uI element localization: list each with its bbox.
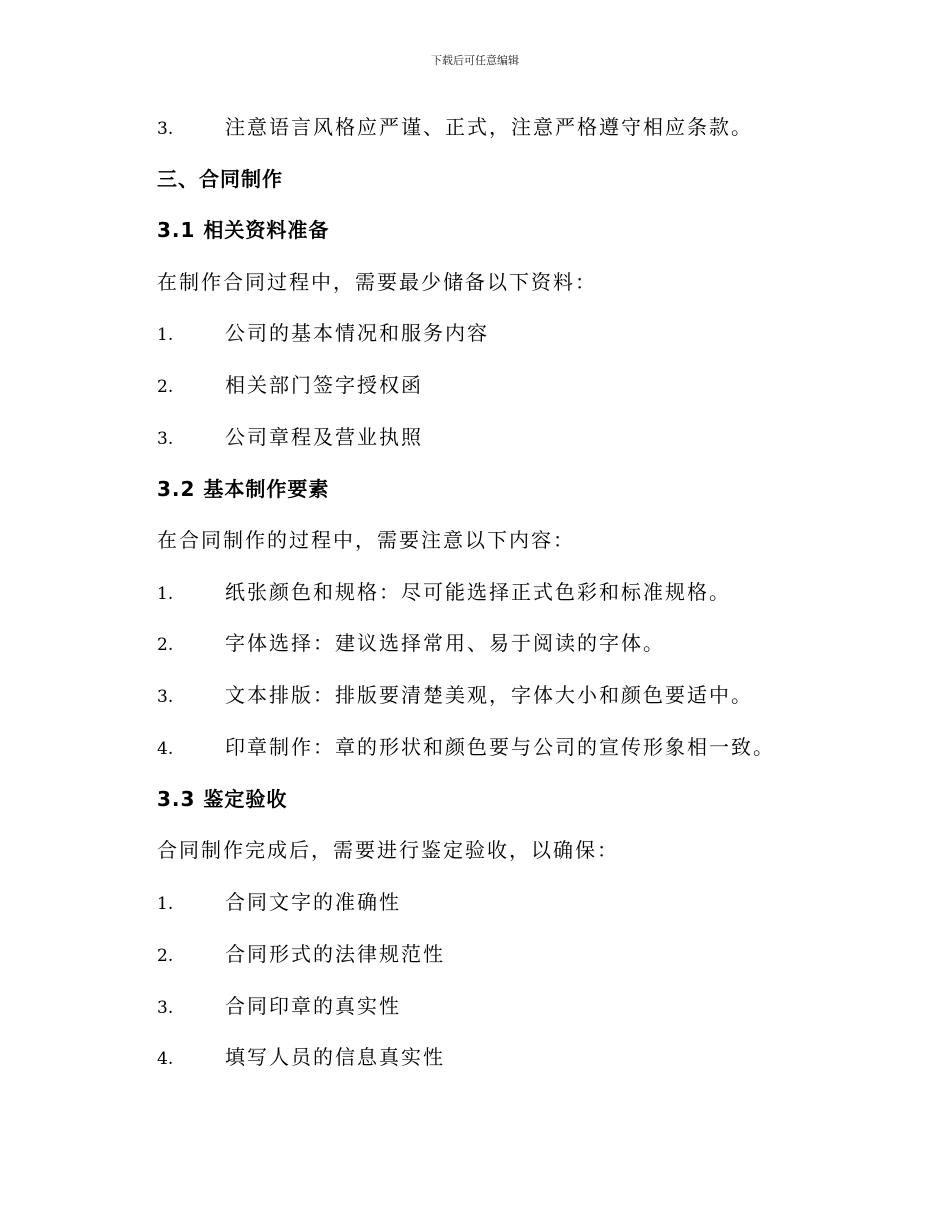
list-item <box>157 732 775 764</box>
list-text: 文本排版：排版要清楚美观，字体大小和颜色要适中。 <box>225 683 753 707</box>
list-item <box>157 318 489 350</box>
list-item <box>157 939 445 971</box>
list-text: 填写人员的信息真实性 <box>225 1045 445 1069</box>
list-text: 印章制作：章的形状和颜色要与公司的宣传形象相一致。 <box>225 735 775 759</box>
list-text: 纸张颜色和规格：尽可能选择正式色彩和标准规格。 <box>225 580 731 604</box>
list-item <box>157 422 423 454</box>
list-number: 1. <box>157 325 174 345</box>
list-text: 合同文字的准确性 <box>225 890 401 914</box>
list-item <box>157 370 423 402</box>
subsection-title-3-3: 3.3 鉴定验收 <box>157 787 288 811</box>
list-number: 3. <box>157 998 174 1018</box>
list-number: 3. <box>157 429 174 449</box>
list-text: 公司章程及营业执照 <box>225 425 423 449</box>
subsection-title-3-2: 3.2 基本制作要素 <box>157 477 330 501</box>
list-number: 2. <box>157 635 174 655</box>
list-number: 2. <box>157 946 174 966</box>
list-number: 1. <box>157 584 174 604</box>
list-item <box>157 680 753 712</box>
page-header: 下载后可任意编辑 <box>431 54 519 67</box>
paragraph-intro: 合同制作完成后，需要进行鉴定验收，以确保： <box>157 838 619 862</box>
list-item <box>157 1042 445 1074</box>
section-title: 三、合同制作 <box>157 167 283 191</box>
list-number: 3. <box>157 119 174 139</box>
list-text: 公司的基本情况和服务内容 <box>225 321 489 345</box>
list-item <box>157 887 401 919</box>
list-number: 4. <box>157 1049 174 1069</box>
list-item <box>157 112 753 144</box>
list-text: 相关部门签字授权函 <box>225 373 423 397</box>
list-number: 2. <box>157 377 174 397</box>
list-number: 4. <box>157 739 174 759</box>
list-number: 1. <box>157 894 174 914</box>
list-item <box>157 628 665 660</box>
list-text: 合同印章的真实性 <box>225 994 401 1018</box>
list-text: 注意语言风格应严谨、正式，注意严格遵守相应条款。 <box>225 115 753 139</box>
list-item <box>157 577 731 609</box>
list-text: 合同形式的法律规范性 <box>225 942 445 966</box>
list-item <box>157 991 401 1023</box>
list-text: 字体选择：建议选择常用、易于阅读的字体。 <box>225 631 665 655</box>
paragraph-intro: 在制作合同过程中，需要最少储备以下资料： <box>157 270 597 294</box>
subsection-title-3-1: 3.1 相关资料准备 <box>157 218 330 242</box>
paragraph-intro: 在合同制作的过程中，需要注意以下内容： <box>157 528 575 552</box>
list-number: 3. <box>157 687 174 707</box>
